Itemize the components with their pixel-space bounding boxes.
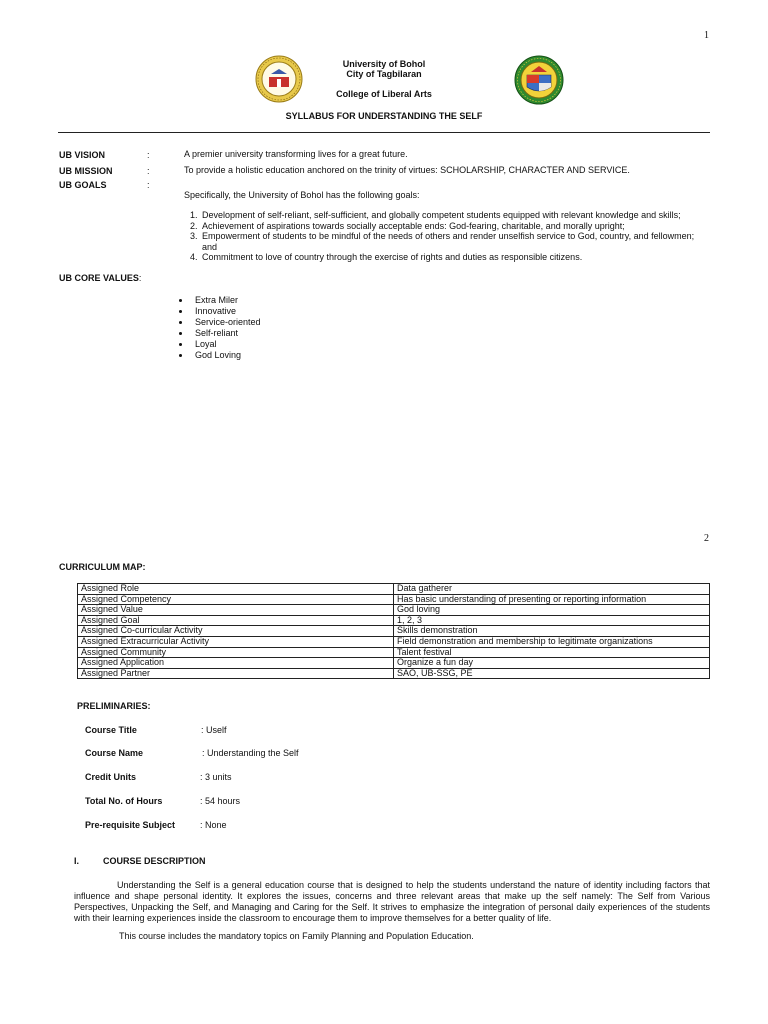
table-cell: Assigned Value (78, 605, 394, 616)
goal-item: 3. Empowerment of students to be mindful of the needs of others and render unselfish service to God, country, and fellowmen; and (200, 231, 710, 252)
table-cell: Assigned Competency (78, 594, 394, 605)
core-values-label: UB CORE VALUES (59, 273, 139, 283)
course-name-value: : Understanding the Self (202, 748, 299, 758)
prerequisite-label: Pre-requisite Subject (85, 820, 176, 830)
table-cell: 1, 2, 3 (394, 615, 710, 626)
vision-text: A premier university transforming lives for a great future. (184, 149, 408, 159)
table-cell: Talent festival (394, 647, 710, 658)
vision-colon: : (147, 150, 150, 160)
goals-list (184, 210, 710, 263)
page-number: 1 (704, 30, 709, 41)
total-hours-label: Total No. of Hours (85, 796, 163, 806)
table-cell: Assigned Partner (78, 668, 394, 679)
university-seal-colored-icon (514, 55, 564, 105)
section-numeral: I. (74, 856, 80, 866)
mission-label: UB MISSION (59, 166, 113, 176)
core-values-list (177, 295, 261, 361)
course-description-note: This course includes the mandatory topics on Family Planning and Population Education. (119, 931, 474, 941)
table-row (78, 584, 710, 595)
page-number: 2 (704, 533, 709, 544)
university-name: University of Bohol (342, 59, 426, 69)
total-hours-value: : 54 hours (200, 796, 241, 806)
college-name: College of Liberal Arts (336, 89, 432, 99)
goal-item: 1. Development of self-reliant, self-sufficient, and globally competent students equipped with relevant knowledge and skills; (200, 210, 710, 221)
table-cell: SAO, UB-SSG, PE (394, 668, 710, 679)
credit-units-value: : 3 units (200, 772, 232, 782)
preliminaries-heading: PRELIMINARIES: (77, 701, 151, 711)
core-value-item: • Service-oriented (191, 317, 261, 328)
goal-item: 4. Commitment to love of country through the exercise of rights and duties as responsible citizens. (200, 252, 710, 263)
table-row (78, 615, 710, 626)
university-seal-icon (255, 55, 303, 103)
table-row (78, 636, 710, 647)
core-value-item: • Extra Miler (191, 295, 261, 306)
table-row (78, 647, 710, 658)
table-cell: Assigned Community (78, 647, 394, 658)
table-cell: Assigned Application (78, 658, 394, 669)
city-name: City of Tagbilaran (346, 69, 422, 79)
table-cell: Data gatherer (394, 584, 710, 595)
header-divider (58, 132, 710, 133)
table-cell: Skills demonstration (394, 626, 710, 637)
course-name-label: Course Name (85, 748, 144, 758)
core-values-colon: : (138, 273, 142, 283)
table-cell: Has basic understanding of presenting or reporting information (394, 594, 710, 605)
university-logo-right (514, 55, 564, 105)
prerequisite-value: : None (200, 820, 227, 830)
mission-text: To provide a holistic education anchored on the trinity of virtues: SCHOLARSHIP, CHARACTER AND SERVICE. (184, 165, 630, 175)
core-value-item: • God Loving (191, 350, 261, 361)
curriculum-map-table (77, 583, 710, 679)
table-row (78, 668, 710, 679)
curriculum-map-heading: CURRICULUM MAP: (59, 562, 146, 572)
table-row (78, 626, 710, 637)
mission-colon: : (147, 166, 150, 176)
table-cell: God loving (394, 605, 710, 616)
vision-label: UB VISION (59, 150, 106, 160)
goals-colon: : (147, 180, 150, 190)
syllabus-title: SYLLABUS FOR UNDERSTANDING THE SELF (285, 111, 483, 121)
core-value-item: • Loyal (191, 339, 261, 350)
course-title-label: Course Title (85, 725, 137, 735)
core-value-item: • Self-reliant (191, 328, 261, 339)
table-row (78, 658, 710, 669)
table-cell: Assigned Extracurricular Activity (78, 636, 394, 647)
goals-intro: Specifically, the University of Bohol has the following goals: (184, 190, 420, 200)
table-cell: Assigned Role (78, 584, 394, 595)
table-cell: Assigned Goal (78, 615, 394, 626)
credit-units-label: Credit Units (85, 772, 137, 782)
goals-label: UB GOALS (59, 180, 107, 190)
table-cell: Field demonstration and membership to legitimate organizations (394, 636, 710, 647)
table-row (78, 605, 710, 616)
course-title-value: : Uself (201, 725, 227, 735)
table-cell: Assigned Co-curricular Activity (78, 626, 394, 637)
table-cell: Organize a fun day (394, 658, 710, 669)
course-description-heading: COURSE DESCRIPTION (103, 856, 206, 866)
course-description-paragraph: Understanding the Self is a general education course that is designed to help the students understand the nature of identity including factors that influence and shape personal identity. It explores the issues, concerns and three relevant areas that make up the self namely: The Self from Various Perspectives, Unpacking the Self, and Managing and Caring for the Self. It strives to emphasize the integration of personal daily experiences of the students with their learning experiences inside the classroom to encourage them to improve themselves for a better quality of life. (74, 880, 710, 923)
table-row (78, 594, 710, 605)
core-value-item: • Innovative (191, 306, 261, 317)
core-values-heading (59, 273, 141, 283)
goal-item: 2. Achievement of aspirations towards socially acceptable ends: God-fearing, charitable, and morally upright; (200, 221, 710, 232)
university-logo-left (255, 55, 303, 103)
